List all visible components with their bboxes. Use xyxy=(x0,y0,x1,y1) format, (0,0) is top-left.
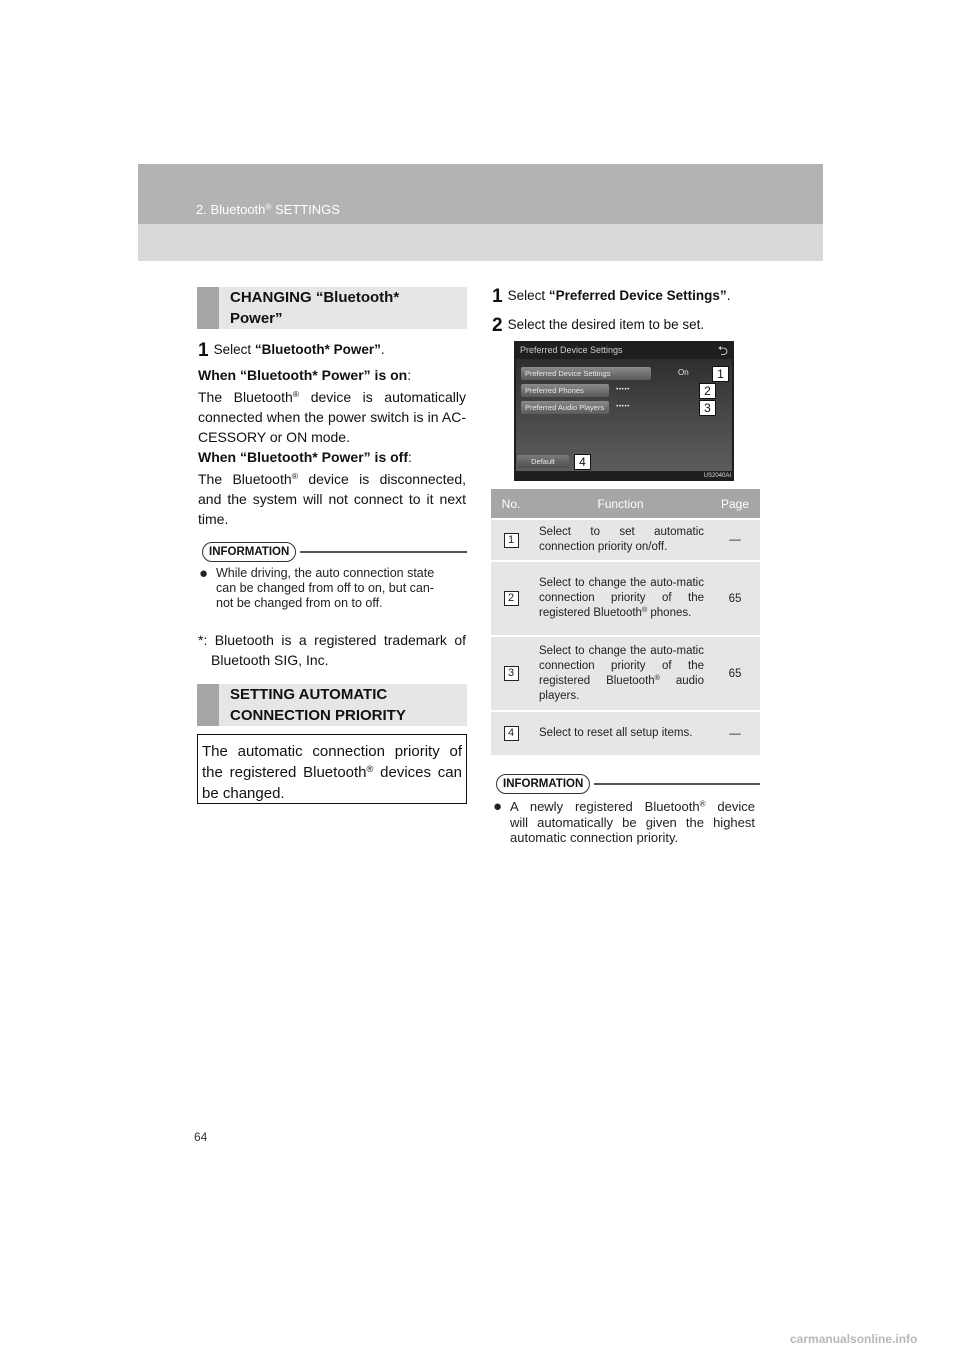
table-row xyxy=(491,636,760,711)
section-heading-bluetooth-power: CHANGING “Bluetooth* Power” xyxy=(197,287,467,329)
screen-default-button[interactable]: Default xyxy=(517,455,569,468)
on-line-2: connected when the power switch is in AC- xyxy=(198,409,466,425)
row-number-box: 2 xyxy=(504,591,519,606)
row-function: Select to change the auto-matic connection priority of the registered Bluetooth® audio players. xyxy=(531,636,710,711)
row-page: — xyxy=(710,519,760,561)
header-band xyxy=(138,164,823,261)
step-select-preferred-device-settings: 1 Select “Preferred Device Settings”. xyxy=(492,286,731,307)
when-off-label: When “Bluetooth* Power” is off: xyxy=(198,449,412,465)
on-line-3: CESSORY or ON mode. xyxy=(198,429,350,445)
info-rule xyxy=(594,783,760,785)
footnote-line-1: *: Bluetooth is a registered trademark of xyxy=(198,632,466,648)
page-number: 64 xyxy=(194,1130,208,1144)
image-code: US2040AI xyxy=(703,473,731,479)
back-icon[interactable]: ⮌ xyxy=(717,343,728,358)
information-label: INFORMATION xyxy=(496,774,590,794)
summary-box xyxy=(197,734,467,804)
table-row xyxy=(491,519,760,561)
summary-line-3: be changed. xyxy=(202,785,285,802)
screen-value-audio: ••••• xyxy=(616,403,630,410)
row-number-box: 3 xyxy=(504,666,519,681)
header-function: Function xyxy=(531,489,710,519)
section-heading-automatic-priority: SETTING AUTOMATIC CONNECTION PRIORITY xyxy=(197,684,467,726)
row-number-box: 4 xyxy=(504,726,519,741)
when-on-label: When “Bluetooth* Power” is on: xyxy=(198,367,412,383)
off-line-3: time. xyxy=(198,511,229,527)
table-header-row xyxy=(491,489,760,519)
table-row xyxy=(491,561,760,636)
device-screen-image xyxy=(514,341,734,481)
summary-line-2: the registered Bluetooth® devices can xyxy=(202,763,462,781)
step-select-desired-item: 2 Select the desired item to be set. xyxy=(492,315,705,336)
row-page: — xyxy=(710,711,760,755)
row-page: 65 xyxy=(710,636,760,711)
step-select-bluetooth-power: 1 Select “Bluetooth* Power”. xyxy=(198,340,385,361)
header-page: Page xyxy=(710,489,760,519)
off-line-2: and the system will not connect to it next xyxy=(198,491,466,507)
row-number-box: 1 xyxy=(504,533,519,548)
off-line-1: The Bluetooth® device is disconnected, xyxy=(198,471,467,487)
row-function: Select to reset all setup items. xyxy=(531,711,710,755)
summary-line-1: The automatic connection priority of xyxy=(202,743,462,760)
row-function: Select to set automatic connection priority on/off. xyxy=(531,519,710,561)
information-label: INFORMATION xyxy=(202,542,296,562)
on-line-1: The Bluetooth® device is automatically xyxy=(198,389,467,405)
screen-row-preferred-audio-players[interactable]: Preferred Audio Players xyxy=(521,401,609,414)
screen-row-preferred-phones[interactable]: Preferred Phones xyxy=(521,384,609,397)
row-function: Select to change the auto-matic connection priority of the registered Bluetooth® phones. xyxy=(531,561,710,636)
table-row xyxy=(491,711,760,755)
callout-3: 3 xyxy=(699,400,716,416)
callout-2: 2 xyxy=(699,383,716,399)
footnote-line-2: Bluetooth SIG, Inc. xyxy=(211,652,329,668)
row-page: 65 xyxy=(710,561,760,636)
section-heading-bar xyxy=(197,287,219,329)
info-rule xyxy=(300,551,467,553)
screen-title: Preferred Device Settings xyxy=(520,345,623,355)
function-table xyxy=(491,489,760,755)
watermark: carmanualsonline.info xyxy=(790,1332,918,1346)
running-title: 2. Bluetooth® SETTINGS xyxy=(196,202,340,217)
callout-4: 4 xyxy=(574,454,591,470)
section-heading-bar xyxy=(197,684,219,726)
info-item: ● A newly registered Bluetooth® device will automatically be given the highest automatic connection priority. xyxy=(493,798,755,845)
info-item: ● While driving, the auto connection state can be changed from off to on, but can- not be changed from on to off. xyxy=(199,565,435,610)
screen-row-preferred-device-settings[interactable]: Preferred Device Settings xyxy=(521,367,651,380)
screen-value-phones: ••••• xyxy=(616,386,630,393)
screen-value-on: On xyxy=(678,368,689,377)
header-no: No. xyxy=(491,489,531,519)
callout-1: 1 xyxy=(712,366,729,382)
